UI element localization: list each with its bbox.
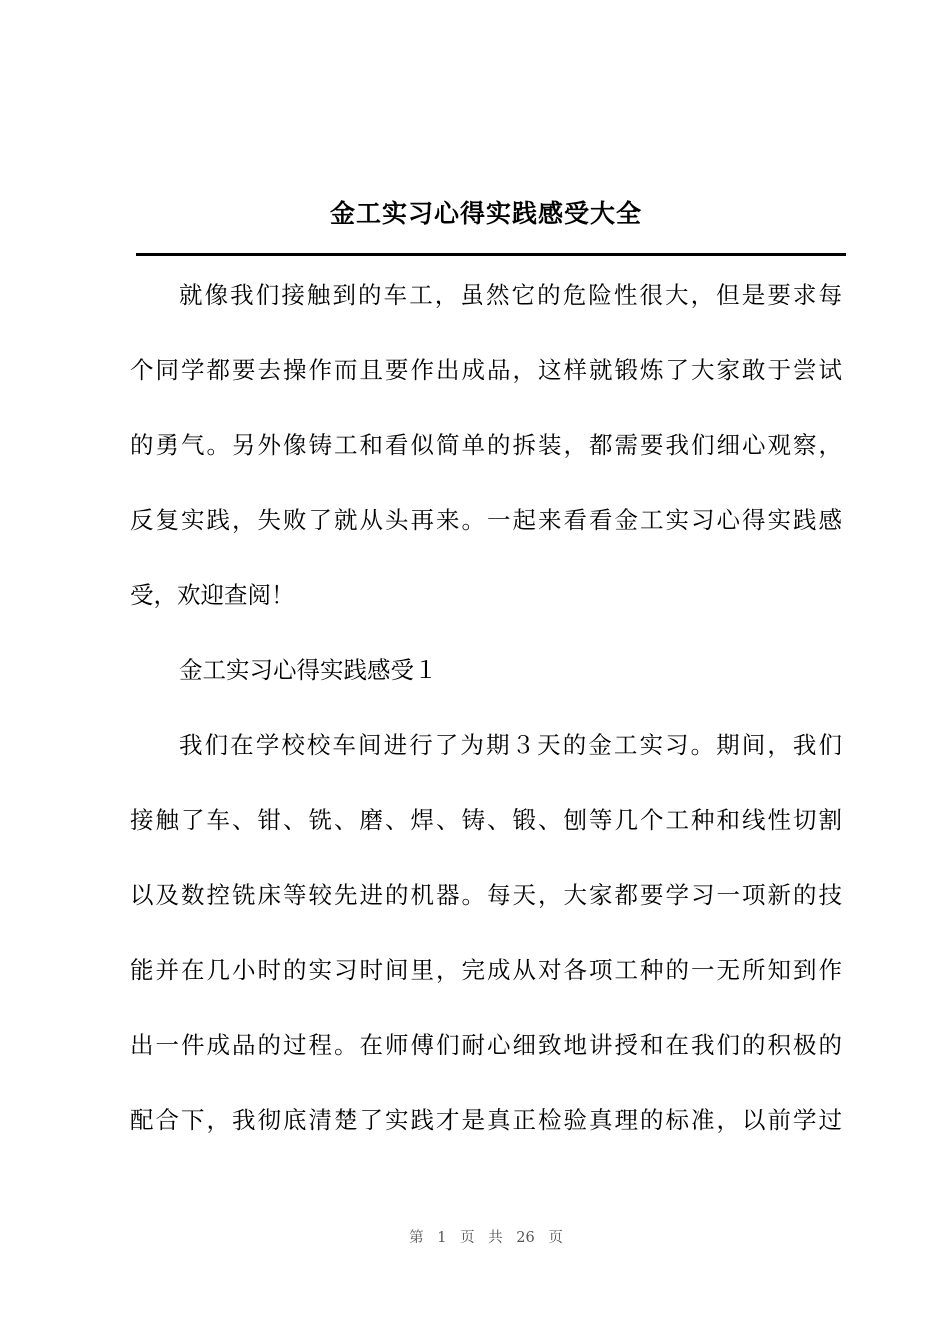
- body-line: 出一件成品的过程。在师傅们耐心细致地讲授和在我们的积极的: [130, 1031, 842, 1059]
- document-body: [130, 270, 842, 1170]
- body-line: 就像我们接触到的车工，虽然它的危险性很大，但是要求每: [179, 281, 842, 309]
- page-number-footer: 第 1 页 共 26 页: [409, 1230, 563, 1246]
- title-underline-rule: [136, 253, 846, 256]
- section-heading: 金工实习心得实践感受１: [179, 656, 438, 684]
- body-line: 我们在学校校车间进行了为期３天的金工实习。期间，我们: [179, 731, 842, 759]
- body-line: 接触了车、钳、铣、磨、焊、铸、锻、刨等几个工种和线性切割: [130, 806, 842, 834]
- body-line: 配合下，我彻底清楚了实践才是真正检验真理的标准，以前学过: [130, 1106, 842, 1134]
- body-line: 反复实践，失败了就从头再来。一起来看看金工实习心得实践感: [130, 506, 842, 534]
- body-line: 以及数控铣床等较先进的机器。每天，大家都要学习一项新的技: [130, 881, 842, 909]
- body-line: 的勇气。另外像铸工和看似简单的拆装，都需要我们细心观察，: [130, 431, 842, 459]
- body-line: 个同学都要去操作而且要作出成品，这样就锻炼了大家敢于尝试: [130, 356, 842, 384]
- body-line: 受，欢迎查阅！: [130, 581, 295, 609]
- body-line: 能并在几小时的实习时间里，完成从对各项工种的一无所知到作: [130, 956, 842, 984]
- document-title: 金工实习心得实践感受大全: [329, 199, 642, 228]
